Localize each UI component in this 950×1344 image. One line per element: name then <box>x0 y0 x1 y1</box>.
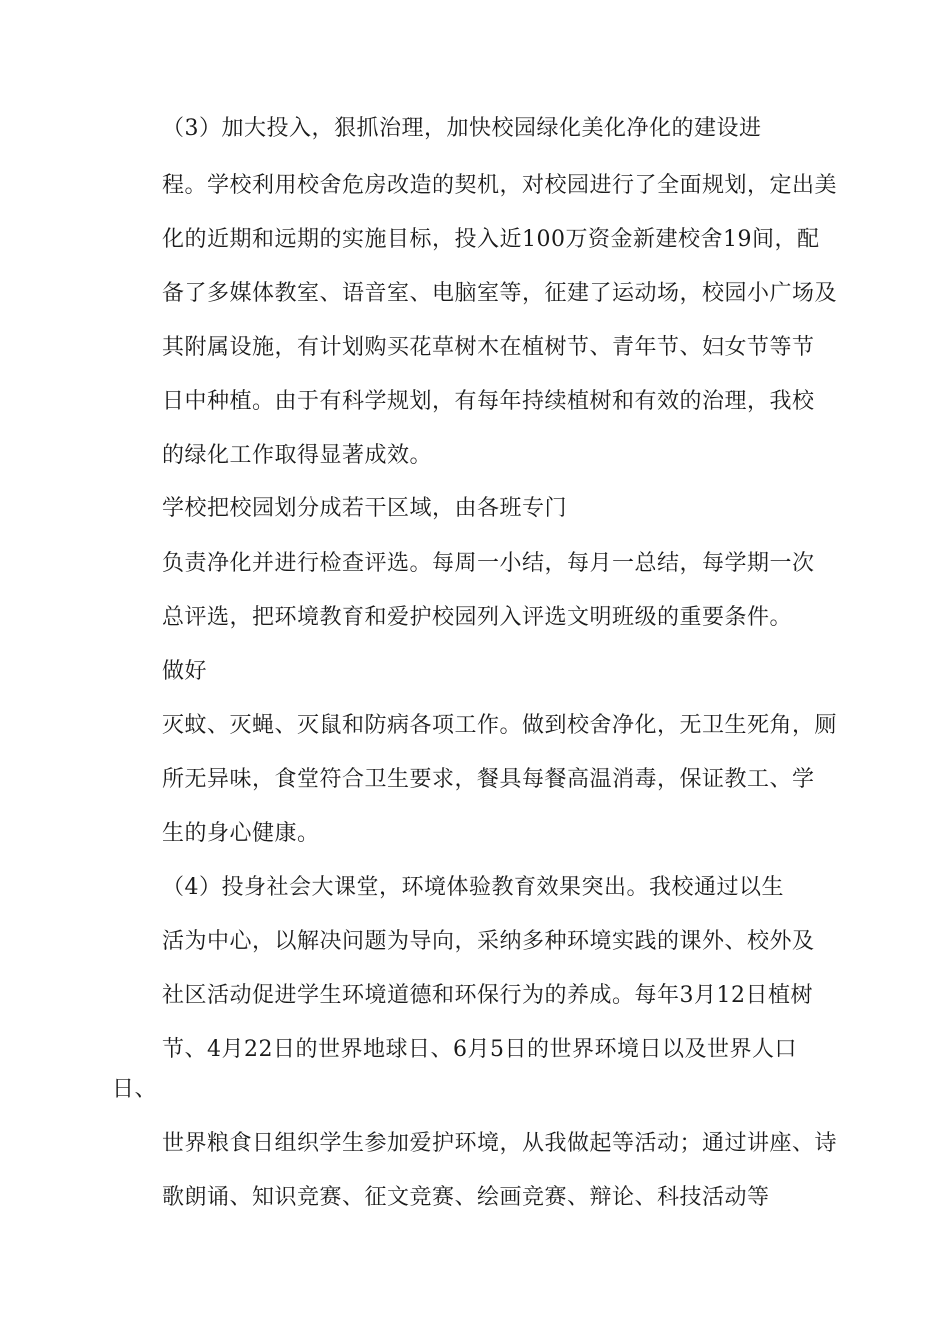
text-line: 做好 <box>162 659 208 684</box>
text-line: 社区活动促进学生环境道德和环保行为的养成。每年3月12日植树 <box>162 983 813 1008</box>
text-line: 负责净化并进行检查评选。每周一小结，每月一总结，每学期一次 <box>162 551 815 576</box>
text-line: 总评选，把环境教育和爱护校园列入评选文明班级的重要条件。 <box>162 605 793 630</box>
text-line: （4）投身社会大课堂，环境体验教育效果突出。我校通过以生 <box>162 875 784 900</box>
text-line: 学校把校园划分成若干区域，由各班专门 <box>162 496 568 521</box>
text-line: 歌朗诵、知识竞赛、征文竞赛、绘画竞赛、辩论、科技活动等 <box>162 1185 770 1210</box>
text-line: 世界粮食日组织学生参加爱护环境，从我做起等活动；通过讲座、诗 <box>162 1131 838 1156</box>
text-line: 所无异味，食堂符合卫生要求，餐具每餐高温消毒，保证教工、学 <box>162 767 815 792</box>
text-line: （3）加大投入，狠抓治理，加快校园绿化美化净化的建设进 <box>162 116 762 141</box>
text-line: 备了多媒体教室、语音室、电脑室等，征建了运动场，校园小广场及 <box>162 281 838 306</box>
text-line: 灭蚊、灭蝇、灭鼠和防病各项工作。做到校舍净化，无卫生死角，厕 <box>162 713 838 738</box>
text-line: 程。学校利用校舍危房改造的契机，对校园进行了全面规划，定出美 <box>162 173 838 198</box>
text-line: 活为中心，以解决问题为导向，采纳多种环境实践的课外、校外及 <box>162 929 815 954</box>
text-line: 其附属设施，有计划购买花草树木在植树节、青年节、妇女节等节 <box>162 335 815 360</box>
text-line: 生的身心健康。 <box>162 821 320 846</box>
text-line: 化的近期和远期的实施目标，投入近100万资金新建校舍19间，配 <box>162 227 820 252</box>
text-line: 节、4月22日的世界地球日、6月5日的世界环境日以及世界人口 <box>162 1037 797 1062</box>
text-line: 的绿化工作取得显著成效。 <box>162 443 433 468</box>
text-line: 日、 <box>112 1077 158 1102</box>
text-line: 日中种植。由于有科学规划，有每年持续植树和有效的治理，我校 <box>162 389 815 414</box>
